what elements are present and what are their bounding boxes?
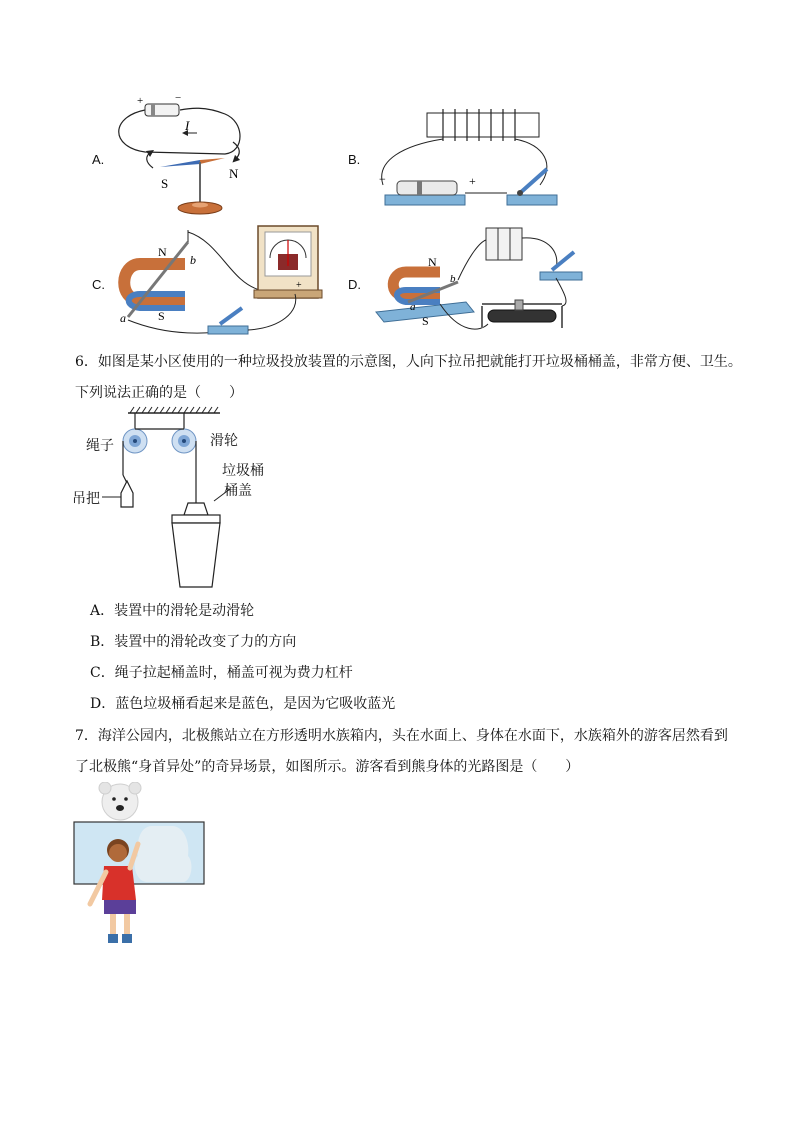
option-c-letter: C. [92, 277, 105, 292]
figure-b-solenoid [365, 105, 565, 215]
q6-stem-line2: 下列说法正确的是（ ） [75, 385, 243, 401]
label-a-north: N [229, 166, 239, 181]
label-c-b: b [190, 253, 196, 267]
label-d-a: a [410, 301, 416, 313]
label-a-south: S [161, 176, 169, 191]
label-lid-line2: 桶盖 [224, 483, 252, 499]
label-d-b: b [450, 273, 456, 285]
q7-stem-line2: 了北极熊“身首异处”的奇异场景，如图所示。游客看到熊身体的光路图是（ ） [75, 759, 580, 775]
label-b-minus: − [379, 172, 386, 186]
label-b-plus: + [469, 174, 476, 188]
label-c-south: S [158, 309, 165, 323]
label-d-north: N [428, 255, 437, 269]
label-c-a: a [120, 311, 126, 325]
q6-option-d[interactable]: D．蓝色垃圾桶看起来是蓝色，是因为它吸收蓝光 [90, 696, 396, 712]
option-d-letter: D. [348, 277, 361, 292]
label-a-minus: − [175, 92, 182, 104]
option-b-letter: B. [348, 152, 361, 167]
label-d-south: S [422, 314, 429, 328]
q6-option-c[interactable]: C．绳子拉起桶盖时，桶盖可视为费力杠杆 [90, 665, 353, 681]
label-handle: 吊把 [72, 491, 100, 507]
q6-option-b[interactable]: B．装置中的滑轮改变了力的方向 [90, 634, 297, 650]
figure-c-magnet-galvanometer [110, 222, 330, 342]
q6-option-a[interactable]: A．装置中的滑轮是动滑轮 [90, 603, 255, 619]
label-rope: 绳子 [86, 438, 114, 454]
label-a-plus: + [137, 95, 144, 107]
option-a-letter: A. [92, 152, 105, 167]
label-a-current: I [185, 118, 190, 133]
figure-q6-pulley-bin [80, 405, 280, 595]
figure-d-magnet-battery-rheostat [370, 224, 590, 344]
q6-stem-line1: 6．如图是某小区使用的一种垃圾投放装置的示意图，人向下拉吊把就能打开垃圾桶桶盖，非常方便、卫生。 [75, 354, 742, 370]
label-pulley: 滑轮 [210, 433, 238, 449]
q7-stem-line1: 7．海洋公园内，北极熊站立在方形透明水族箱内，头在水面上、身体在水面下，水族箱外的游客居然看到 [75, 728, 728, 744]
figure-q7-polar-bear-tank [72, 782, 212, 952]
figure-a-compass-wire [105, 92, 255, 222]
label-c-north: N [158, 245, 167, 259]
label-lid-line1: 垃圾桶 [222, 463, 264, 479]
label-c-meter-plus: + [296, 280, 302, 291]
